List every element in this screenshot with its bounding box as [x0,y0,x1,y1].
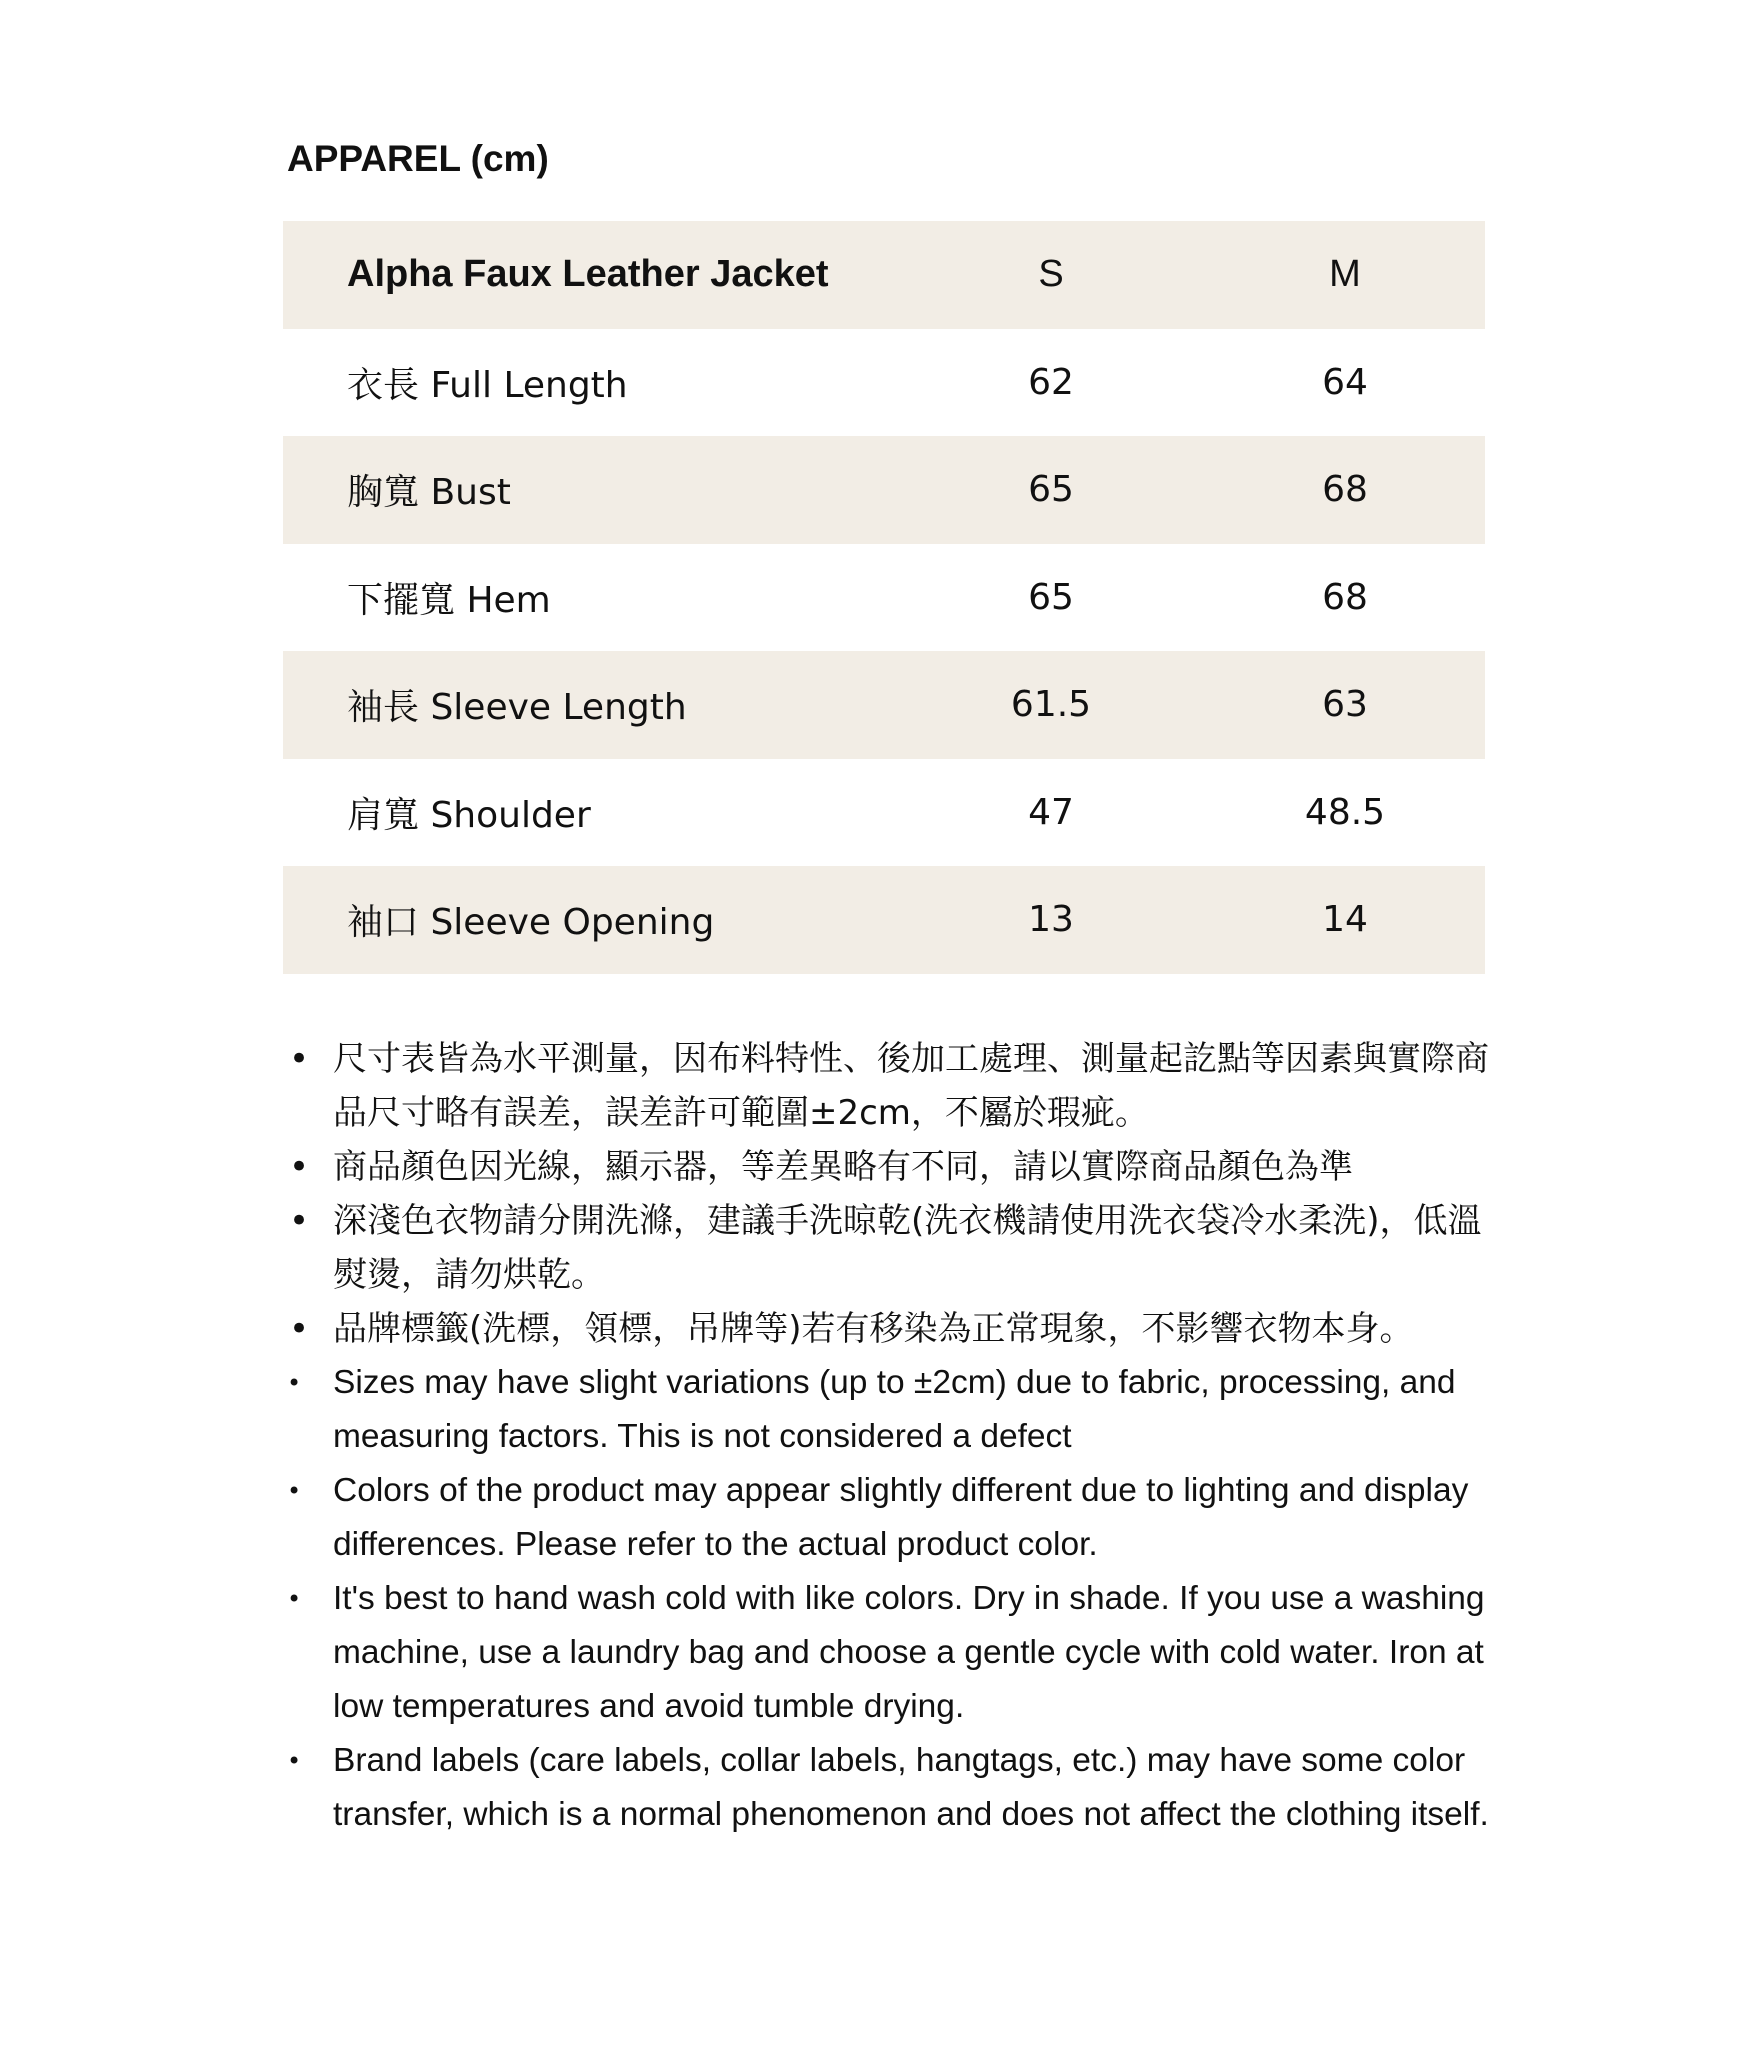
value-s: 65 [1028,469,1074,511]
table-header-row [283,221,1485,329]
value-s: 47 [1028,791,1074,833]
value-s: 65 [1028,576,1074,618]
note-text: Colors of the product may appear slightly different due to lighting and display differences. Please refer to the actual product color. [333,1472,1469,1563]
bullet-icon: • [287,1747,302,1775]
bullet-icon: • [289,1201,310,1241]
value-s: 13 [1028,899,1074,941]
bullet-icon: • [287,1585,302,1613]
bullet-icon: • [289,1039,310,1079]
list-item [283,1194,1493,1302]
value-m: 63 [1322,684,1368,726]
measure-label: 袖長 Sleeve Length [347,687,687,729]
list-item [283,1140,1493,1194]
value-m: 68 [1322,469,1368,511]
note-text: It's best to hand wash cold with like colors. Dry in shade. If you use a washing machine, use a laundry bag and choose a gentle cycle with cold water. Iron at low temperatures and avoid tumble drying. [333,1580,1485,1725]
size-header-s: S [1038,253,1064,296]
list-item [283,1464,1493,1572]
care-notes-list [283,1032,1493,1842]
value-s: 62 [1028,361,1074,403]
table-row [283,436,1485,544]
size-table [283,221,1485,974]
measure-label: 肩寬 Shoulder [347,794,591,836]
table-row [283,329,1485,437]
table-row [283,544,1485,652]
measure-label: 下擺寬 Hem [347,579,551,621]
note-text: Brand labels (care labels, collar labels, hangtags, etc.) may have some color transfer, which is a normal phenomenon and does not affect the clothing itself. [333,1742,1489,1833]
note-text: Sizes may have slight variations (up to ±2cm) due to fabric, processing, and measuring factors. This is not considered a defect [333,1364,1456,1455]
value-m: 68 [1322,576,1368,618]
table-row [283,866,1485,974]
note-text: 商品顏色因光線，顯示器，等差異略有不同，請以實際商品顏色為準 [333,1147,1353,1187]
measure-label: 衣長 Full Length [347,364,628,406]
note-text: 深淺色衣物請分開洗滌，建議手洗晾乾(洗衣機請使用洗衣袋冷水柔洗)，低溫熨燙，請勿烘乾。 [333,1201,1482,1295]
product-name: Alpha Faux Leather Jacket [347,253,829,296]
table-row [283,651,1485,759]
list-item [283,1032,1493,1140]
value-m: 48.5 [1304,791,1386,833]
note-text: 尺寸表皆為水平測量，因布料特性、後加工處理、測量起訖點等因素與實際商品尺寸略有誤差，誤差許可範圍±2cm，不屬於瑕疵。 [333,1039,1489,1133]
page-title: APPAREL (cm) [287,138,549,179]
size-header-m: M [1329,253,1361,296]
bullet-icon: • [287,1369,302,1397]
list-item [283,1572,1493,1734]
value-m: 14 [1322,899,1368,941]
list-item [283,1356,1493,1464]
measure-label: 胸寬 Bust [347,472,511,514]
value-s: 61.5 [1010,684,1092,726]
bullet-icon: • [289,1309,310,1349]
note-text: 品牌標籤(洗標，領標，吊牌等)若有移染為正常現象，不影響衣物本身。 [333,1309,1414,1349]
list-item [283,1734,1493,1842]
bullet-icon: • [289,1147,310,1187]
value-m: 64 [1322,361,1368,403]
table-row [283,759,1485,867]
bullet-icon: • [287,1477,302,1505]
list-item [283,1302,1493,1356]
measure-label: 袖口 Sleeve Opening [347,902,715,944]
